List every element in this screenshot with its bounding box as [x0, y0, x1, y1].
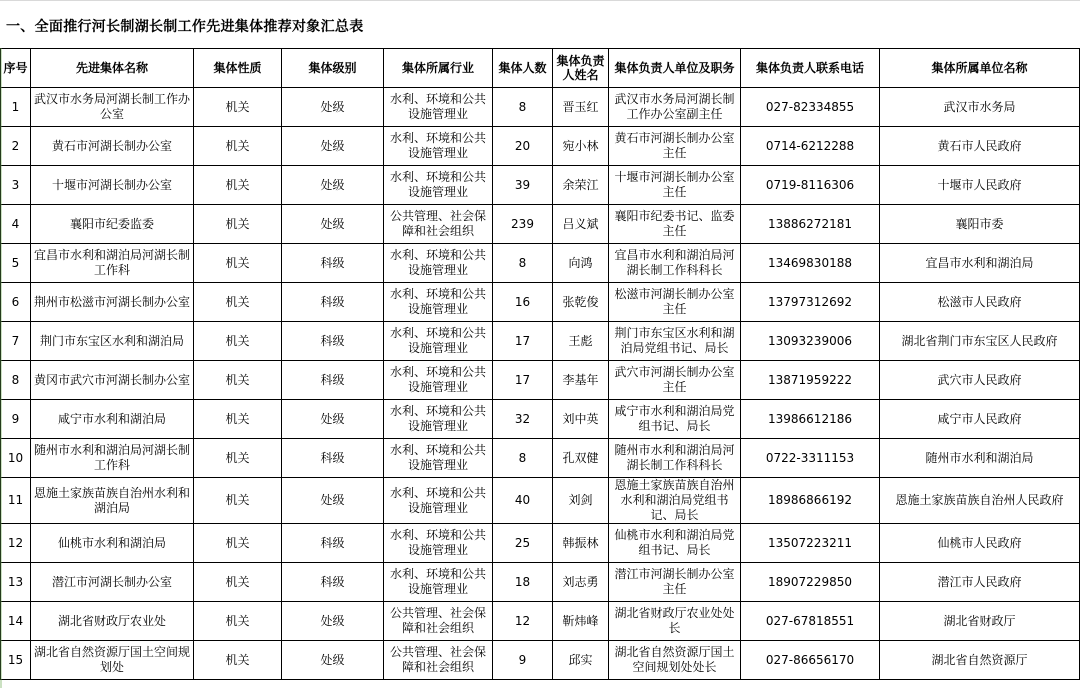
- cell-count[interactable]: 32: [493, 400, 553, 439]
- cell-count[interactable]: 25: [493, 524, 553, 563]
- table-row: [1, 88, 1080, 127]
- cell-leader[interactable]: 吕义斌: [553, 205, 609, 244]
- cell-post[interactable]: 恩施土家族苗族自治州水利和湖泊局党组书记、局长: [609, 478, 741, 524]
- cell-count[interactable]: 17: [493, 322, 553, 361]
- cell-phone[interactable]: 18986866192: [741, 478, 880, 524]
- cell-leader[interactable]: 晋玉红: [553, 88, 609, 127]
- table-row: [1, 127, 1080, 166]
- cell-no[interactable]: 4: [1, 205, 31, 244]
- table-row: [1, 283, 1080, 322]
- cell-name[interactable]: 潜江市河湖长制办公室: [31, 563, 194, 602]
- cell-no[interactable]: 15: [1, 641, 31, 680]
- cell-nature[interactable]: 机关: [194, 322, 282, 361]
- cell-count[interactable]: 39: [493, 166, 553, 205]
- table-row: [1, 361, 1080, 400]
- cell-no[interactable]: 1: [1, 88, 31, 127]
- table-row: [1, 641, 1080, 680]
- cell-leader[interactable]: 韩振林: [553, 524, 609, 563]
- cell-post[interactable]: 随州市水利和湖泊局河湖长制工作科科长: [609, 439, 741, 478]
- cell-post[interactable]: 咸宁市水利和湖泊局党组书记、局长: [609, 400, 741, 439]
- table-row: [1, 563, 1080, 602]
- cell-nature[interactable]: 机关: [194, 400, 282, 439]
- cell-level[interactable]: 科级: [282, 524, 384, 563]
- cell-no[interactable]: 10: [1, 439, 31, 478]
- cell-name[interactable]: 黄石市河湖长制办公室: [31, 127, 194, 166]
- cell-name[interactable]: 武汉市水务局河湖长制工作办公室: [31, 88, 194, 127]
- cell-unit[interactable]: 宜昌市水利和湖泊局: [880, 244, 1080, 283]
- cell-no[interactable]: 11: [1, 478, 31, 524]
- cell-name[interactable]: 随州市水利和湖泊局河湖长制工作科: [31, 439, 194, 478]
- cell-count[interactable]: 8: [493, 244, 553, 283]
- cell-no[interactable]: 6: [1, 283, 31, 322]
- summary-table-container: [0, 48, 1080, 680]
- top-border: [0, 0, 1080, 1]
- cell-industry[interactable]: 水利、环境和公共设施管理业: [384, 563, 493, 602]
- cell-phone[interactable]: 0714-6212288: [741, 127, 880, 166]
- cell-level[interactable]: 处级: [282, 602, 384, 641]
- cell-name[interactable]: 仙桃市水利和湖泊局: [31, 524, 194, 563]
- cell-count[interactable]: 40: [493, 478, 553, 524]
- cell-level[interactable]: 处级: [282, 88, 384, 127]
- cell-leader[interactable]: 宛小林: [553, 127, 609, 166]
- cell-industry[interactable]: 公共管理、社会保障和社会组织: [384, 602, 493, 641]
- cell-phone[interactable]: 13886272181: [741, 205, 880, 244]
- cell-leader[interactable]: 刘志勇: [553, 563, 609, 602]
- cell-count[interactable]: 16: [493, 283, 553, 322]
- cell-unit[interactable]: 随州市水利和湖泊局: [880, 439, 1080, 478]
- cell-leader[interactable]: 向鸿: [553, 244, 609, 283]
- cell-post[interactable]: 荆门市东宝区水利和湖泊局党组书记、局长: [609, 322, 741, 361]
- cell-phone[interactable]: 13871959222: [741, 361, 880, 400]
- cell-nature[interactable]: 机关: [194, 439, 282, 478]
- cell-nature[interactable]: 机关: [194, 166, 282, 205]
- cell-nature[interactable]: 机关: [194, 524, 282, 563]
- cell-unit[interactable]: 武汉市水务局: [880, 88, 1080, 127]
- cell-nature[interactable]: 机关: [194, 478, 282, 524]
- cell-nature[interactable]: 机关: [194, 88, 282, 127]
- table-row: [1, 524, 1080, 563]
- cell-phone[interactable]: 13986612186: [741, 400, 880, 439]
- cell-phone[interactable]: 18907229850: [741, 563, 880, 602]
- summary-table: [0, 48, 1080, 680]
- cell-selection-edge: [0, 48, 2, 688]
- cell-industry[interactable]: 水利、环境和公共设施管理业: [384, 322, 493, 361]
- cell-post[interactable]: 潜江市河湖长制办公室主任: [609, 563, 741, 602]
- cell-level[interactable]: 处级: [282, 400, 384, 439]
- cell-unit[interactable]: 湖北省财政厅: [880, 602, 1080, 641]
- cell-industry[interactable]: 水利、环境和公共设施管理业: [384, 244, 493, 283]
- table-row: [1, 166, 1080, 205]
- cell-name[interactable]: 襄阳市纪委监委: [31, 205, 194, 244]
- cell-nature[interactable]: 机关: [194, 563, 282, 602]
- cell-post[interactable]: 十堰市河湖长制办公室主任: [609, 166, 741, 205]
- cell-phone[interactable]: 13507223211: [741, 524, 880, 563]
- cell-nature[interactable]: 机关: [194, 205, 282, 244]
- cell-unit[interactable]: 襄阳市委: [880, 205, 1080, 244]
- cell-count[interactable]: 17: [493, 361, 553, 400]
- cell-phone[interactable]: 027-86656170: [741, 641, 880, 680]
- cell-unit[interactable]: 咸宁市人民政府: [880, 400, 1080, 439]
- cell-count[interactable]: 8: [493, 439, 553, 478]
- cell-no[interactable]: 2: [1, 127, 31, 166]
- cell-level[interactable]: 处级: [282, 166, 384, 205]
- cell-level[interactable]: 科级: [282, 283, 384, 322]
- cell-phone[interactable]: 027-82334855: [741, 88, 880, 127]
- cell-level[interactable]: 科级: [282, 439, 384, 478]
- cell-industry[interactable]: 水利、环境和公共设施管理业: [384, 439, 493, 478]
- cell-phone[interactable]: 0719-8116306: [741, 166, 880, 205]
- cell-unit[interactable]: 湖北省自然资源厅: [880, 641, 1080, 680]
- cell-industry[interactable]: 水利、环境和公共设施管理业: [384, 478, 493, 524]
- cell-industry[interactable]: 水利、环境和公共设施管理业: [384, 88, 493, 127]
- table-row: [1, 205, 1080, 244]
- cell-level[interactable]: 处级: [282, 478, 384, 524]
- cell-name[interactable]: 荆州市松滋市河湖长制办公室: [31, 283, 194, 322]
- cell-unit[interactable]: 黄石市人民政府: [880, 127, 1080, 166]
- cell-leader[interactable]: 王彪: [553, 322, 609, 361]
- cell-name[interactable]: 十堰市河湖长制办公室: [31, 166, 194, 205]
- cell-count[interactable]: 18: [493, 563, 553, 602]
- cell-industry[interactable]: 水利、环境和公共设施管理业: [384, 361, 493, 400]
- cell-no[interactable]: 8: [1, 361, 31, 400]
- cell-no[interactable]: 12: [1, 524, 31, 563]
- cell-post[interactable]: 武汉市水务局河湖长制工作办公室副主任: [609, 88, 741, 127]
- cell-industry[interactable]: 公共管理、社会保障和社会组织: [384, 205, 493, 244]
- cell-industry[interactable]: 水利、环境和公共设施管理业: [384, 283, 493, 322]
- table-header-row: [1, 49, 1080, 88]
- cell-leader[interactable]: 靳炜峰: [553, 602, 609, 641]
- cell-phone[interactable]: 13469830188: [741, 244, 880, 283]
- cell-nature[interactable]: 机关: [194, 602, 282, 641]
- table-row: [1, 439, 1080, 478]
- cell-post[interactable]: 宜昌市水利和湖泊局河湖长制工作科科长: [609, 244, 741, 283]
- cell-industry[interactable]: 水利、环境和公共设施管理业: [384, 166, 493, 205]
- table-row: [1, 244, 1080, 283]
- table-row: [1, 478, 1080, 524]
- table-row: [1, 602, 1080, 641]
- header-unit[interactable]: 集体所属单位名称: [880, 49, 1080, 88]
- cell-leader[interactable]: 李基年: [553, 361, 609, 400]
- cell-name[interactable]: 湖北省自然资源厅国土空间规划处: [31, 641, 194, 680]
- cell-post[interactable]: 黄石市河湖长制办公室主任: [609, 127, 741, 166]
- cell-name[interactable]: 荆门市东宝区水利和湖泊局: [31, 322, 194, 361]
- cell-unit[interactable]: 湖北省荆门市东宝区人民政府: [880, 322, 1080, 361]
- cell-nature[interactable]: 机关: [194, 641, 282, 680]
- cell-name[interactable]: 咸宁市水利和湖泊局: [31, 400, 194, 439]
- cell-nature[interactable]: 机关: [194, 361, 282, 400]
- cell-level[interactable]: 科级: [282, 322, 384, 361]
- cell-post[interactable]: 仙桃市水利和湖泊局党组书记、局长: [609, 524, 741, 563]
- cell-no[interactable]: 14: [1, 602, 31, 641]
- cell-phone[interactable]: 13093239006: [741, 322, 880, 361]
- cell-leader[interactable]: 张乾俊: [553, 283, 609, 322]
- cell-post[interactable]: 湖北省自然资源厅国土空间规划处处长: [609, 641, 741, 680]
- cell-level[interactable]: 科级: [282, 361, 384, 400]
- cell-count[interactable]: 9: [493, 641, 553, 680]
- cell-unit[interactable]: 武穴市人民政府: [880, 361, 1080, 400]
- header-post[interactable]: 集体负责人单位及职务: [609, 49, 741, 88]
- table-row: [1, 400, 1080, 439]
- header-phone[interactable]: 集体负责人联系电话: [741, 49, 880, 88]
- cell-unit[interactable]: 仙桃市人民政府: [880, 524, 1080, 563]
- cell-post[interactable]: 襄阳市纪委书记、监委主任: [609, 205, 741, 244]
- cell-level[interactable]: 处级: [282, 205, 384, 244]
- cell-name[interactable]: 宜昌市水利和湖泊局河湖长制工作科: [31, 244, 194, 283]
- cell-industry[interactable]: 水利、环境和公共设施管理业: [384, 127, 493, 166]
- cell-nature[interactable]: 机关: [194, 283, 282, 322]
- cell-count[interactable]: 239: [493, 205, 553, 244]
- cell-industry[interactable]: 水利、环境和公共设施管理业: [384, 524, 493, 563]
- cell-leader[interactable]: 余荣江: [553, 166, 609, 205]
- cell-nature[interactable]: 机关: [194, 244, 282, 283]
- cell-level[interactable]: 处级: [282, 127, 384, 166]
- header-level[interactable]: 集体级别: [282, 49, 384, 88]
- table-row: [1, 322, 1080, 361]
- cell-no[interactable]: 9: [1, 400, 31, 439]
- cell-phone[interactable]: 13797312692: [741, 283, 880, 322]
- header-name[interactable]: 先进集体名称: [31, 49, 194, 88]
- cell-unit[interactable]: 十堰市人民政府: [880, 166, 1080, 205]
- header-leader[interactable]: 集体负责人姓名: [553, 49, 609, 88]
- table-body: [1, 88, 1080, 680]
- cell-no[interactable]: 13: [1, 563, 31, 602]
- cell-leader[interactable]: 邱实: [553, 641, 609, 680]
- cell-post[interactable]: 湖北省财政厅农业处处长: [609, 602, 741, 641]
- cell-leader[interactable]: 刘剑: [553, 478, 609, 524]
- cell-industry[interactable]: 水利、环境和公共设施管理业: [384, 400, 493, 439]
- cell-level[interactable]: 科级: [282, 563, 384, 602]
- cell-leader[interactable]: 孔双健: [553, 439, 609, 478]
- cell-name[interactable]: 黄冈市武穴市河湖长制办公室: [31, 361, 194, 400]
- page-title: 一、全面推行河长制湖长制工作先进集体推荐对象汇总表: [6, 19, 364, 35]
- cell-level[interactable]: 科级: [282, 244, 384, 283]
- cell-post[interactable]: 松滋市河湖长制办公室主任: [609, 283, 741, 322]
- header-nature[interactable]: 集体性质: [194, 49, 282, 88]
- cell-industry[interactable]: 公共管理、社会保障和社会组织: [384, 641, 493, 680]
- cell-unit[interactable]: 恩施土家族苗族自治州人民政府: [880, 478, 1080, 524]
- header-count[interactable]: 集体人数: [493, 49, 553, 88]
- cell-name[interactable]: 湖北省财政厅农业处: [31, 602, 194, 641]
- cell-no[interactable]: 5: [1, 244, 31, 283]
- cell-leader[interactable]: 刘中英: [553, 400, 609, 439]
- cell-count[interactable]: 8: [493, 88, 553, 127]
- header-no[interactable]: 序号: [1, 49, 31, 88]
- cell-phone[interactable]: 0722-3311153: [741, 439, 880, 478]
- cell-no[interactable]: 7: [1, 322, 31, 361]
- cell-count[interactable]: 20: [493, 127, 553, 166]
- header-industry[interactable]: 集体所属行业: [384, 49, 493, 88]
- cell-unit[interactable]: 潜江市人民政府: [880, 563, 1080, 602]
- cell-no[interactable]: 3: [1, 166, 31, 205]
- cell-post[interactable]: 武穴市河湖长制办公室主任: [609, 361, 741, 400]
- cell-name[interactable]: 恩施土家族苗族自治州水利和湖泊局: [31, 478, 194, 524]
- cell-level[interactable]: 处级: [282, 641, 384, 680]
- cell-count[interactable]: 12: [493, 602, 553, 641]
- cell-unit[interactable]: 松滋市人民政府: [880, 283, 1080, 322]
- cell-phone[interactable]: 027-67818551: [741, 602, 880, 641]
- cell-nature[interactable]: 机关: [194, 127, 282, 166]
